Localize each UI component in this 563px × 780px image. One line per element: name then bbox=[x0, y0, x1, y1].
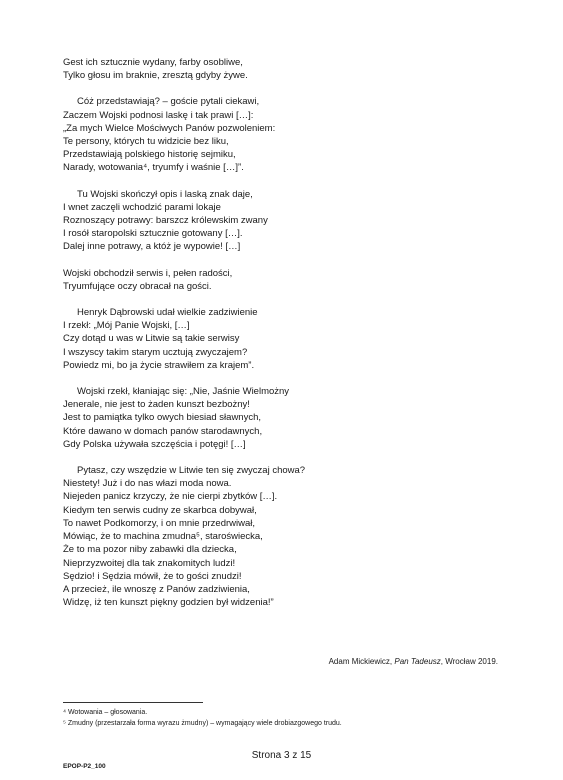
poem-line: Widzę, iż ten kunszt piękny godzien był widzenia!” bbox=[63, 597, 274, 609]
stanza bbox=[63, 306, 523, 372]
stanza bbox=[63, 95, 523, 174]
poem-line: Niejeden panicz krzyczy, że nie cierpi zbytków […]. bbox=[63, 491, 278, 503]
footnote-5: ⁵ Zmudny (przestarzała forma wyrazu żmudny) – wymagający wiele drobiazgowego trudu. bbox=[63, 720, 342, 727]
poem-line: Powiedz mi, bo ja życie strawiłem za krajem”. bbox=[63, 359, 255, 371]
source-citation bbox=[329, 657, 498, 666]
poem-line: Jenerale, nie jest to żaden kunszt bezbożny! bbox=[63, 399, 250, 411]
poem-line: Jest to pamiątka tylko owych biesiad sławnych, bbox=[63, 412, 262, 424]
poem-line: Że to ma pozor niby zabawki dla dziecka, bbox=[63, 544, 237, 556]
citation-title: Pan Tadeusz bbox=[394, 657, 441, 666]
poem-line: Wojski rzekł, kłaniając się: „Nie, Jaśnie Wielmożny bbox=[77, 386, 290, 398]
citation-author: Adam Mickiewicz, bbox=[328, 657, 395, 666]
poem-line: Tu Wojski skończył opis i laską znak daje, bbox=[77, 188, 253, 200]
poem-line: I wszyscy takim starym ucztują zwyczajem? bbox=[63, 346, 248, 358]
poem-line: Cóż przedstawiają? – goście pytali ciekawi, bbox=[77, 96, 260, 108]
stanza bbox=[63, 385, 523, 451]
stanza bbox=[63, 464, 523, 609]
footnote-divider bbox=[63, 702, 203, 703]
poem-line: „Za mych Wielce Mościwych Panów pozwoleniem: bbox=[63, 122, 276, 134]
poem-line: To nawet Podkomorzy, i on mnie przedrwiwał, bbox=[63, 517, 256, 529]
poem-line: Mówiąc, że to machina zmudna⁵, staroświecka, bbox=[63, 531, 263, 543]
poem-line: Henryk Dąbrowski udał wielkie zadziwienie bbox=[77, 307, 258, 319]
poem-line: Pytasz, czy wszędzie w Litwie ten się zwyczaj chowa? bbox=[77, 465, 306, 477]
footnote-4: ⁴ Wotowania – głosowania. bbox=[63, 709, 148, 716]
poem-line: Które dawano w domach panów starodawnych, bbox=[63, 425, 263, 437]
poem-line: Gdy Polska używała szczęścia i potęgi! […] bbox=[63, 438, 246, 450]
footnotes bbox=[63, 707, 342, 729]
stanza bbox=[63, 56, 523, 82]
stanza bbox=[63, 188, 523, 254]
poem-line: I rosół staropolski sztucznie gotowany […]. bbox=[63, 228, 243, 240]
poem-text bbox=[63, 56, 523, 622]
poem-line: I rzekł: „Mój Panie Wojski, […] bbox=[63, 320, 190, 332]
poem-line: Kiedym ten serwis cudny ze skarbca dobywał, bbox=[63, 504, 257, 516]
page-number: Strona 3 z 15 bbox=[251, 750, 312, 761]
citation-rest: , Wrocław 2019. bbox=[440, 657, 498, 666]
poem-line: Czy dotąd u was w Litwie są takie serwisy bbox=[63, 333, 240, 345]
stanza bbox=[63, 267, 523, 293]
poem-line: Sędzio! i Sędzia mówił, że to gości znudzi! bbox=[63, 570, 242, 582]
poem-line: Zaczem Wojski podnosi laskę i tak prawi […]: bbox=[63, 109, 254, 121]
poem-line: Przedstawiają polskiego historię sejmiku, bbox=[63, 149, 236, 161]
poem-line: Te persony, których tu widzicie bez liku, bbox=[63, 136, 229, 148]
poem-line: Wojski obchodził serwis i, pełen radości, bbox=[63, 267, 233, 279]
poem-line: Tylko głosu im braknie, zresztą gdyby żywe. bbox=[63, 70, 248, 82]
poem-line: Narady, wotowania⁴, tryumfy i waśnie […]”. bbox=[63, 162, 244, 174]
poem-line: A przecież, ile wnoszę z Panów zadziwienia, bbox=[63, 583, 250, 595]
poem-line: I wnet zaczęli wchodzić parami lokaje bbox=[63, 201, 221, 213]
poem-line: Tryumfujące oczy obracał na gości. bbox=[63, 280, 212, 292]
exam-code: EPOP-P2_100 bbox=[63, 763, 106, 770]
poem-line: Dalej inne potrawy, a któż je wypowie! […] bbox=[63, 241, 241, 253]
poem-line: Nieprzyzwoitej dla tak znakomitych ludzi! bbox=[63, 557, 236, 569]
poem-line: Roznoszący potrawy: barszcz królewskim zwany bbox=[63, 215, 268, 227]
poem-line: Niestety! Już i do nas włazi moda nowa. bbox=[63, 478, 232, 490]
poem-line: Gest ich sztucznie wydany, farby osobliwe, bbox=[63, 57, 243, 68]
